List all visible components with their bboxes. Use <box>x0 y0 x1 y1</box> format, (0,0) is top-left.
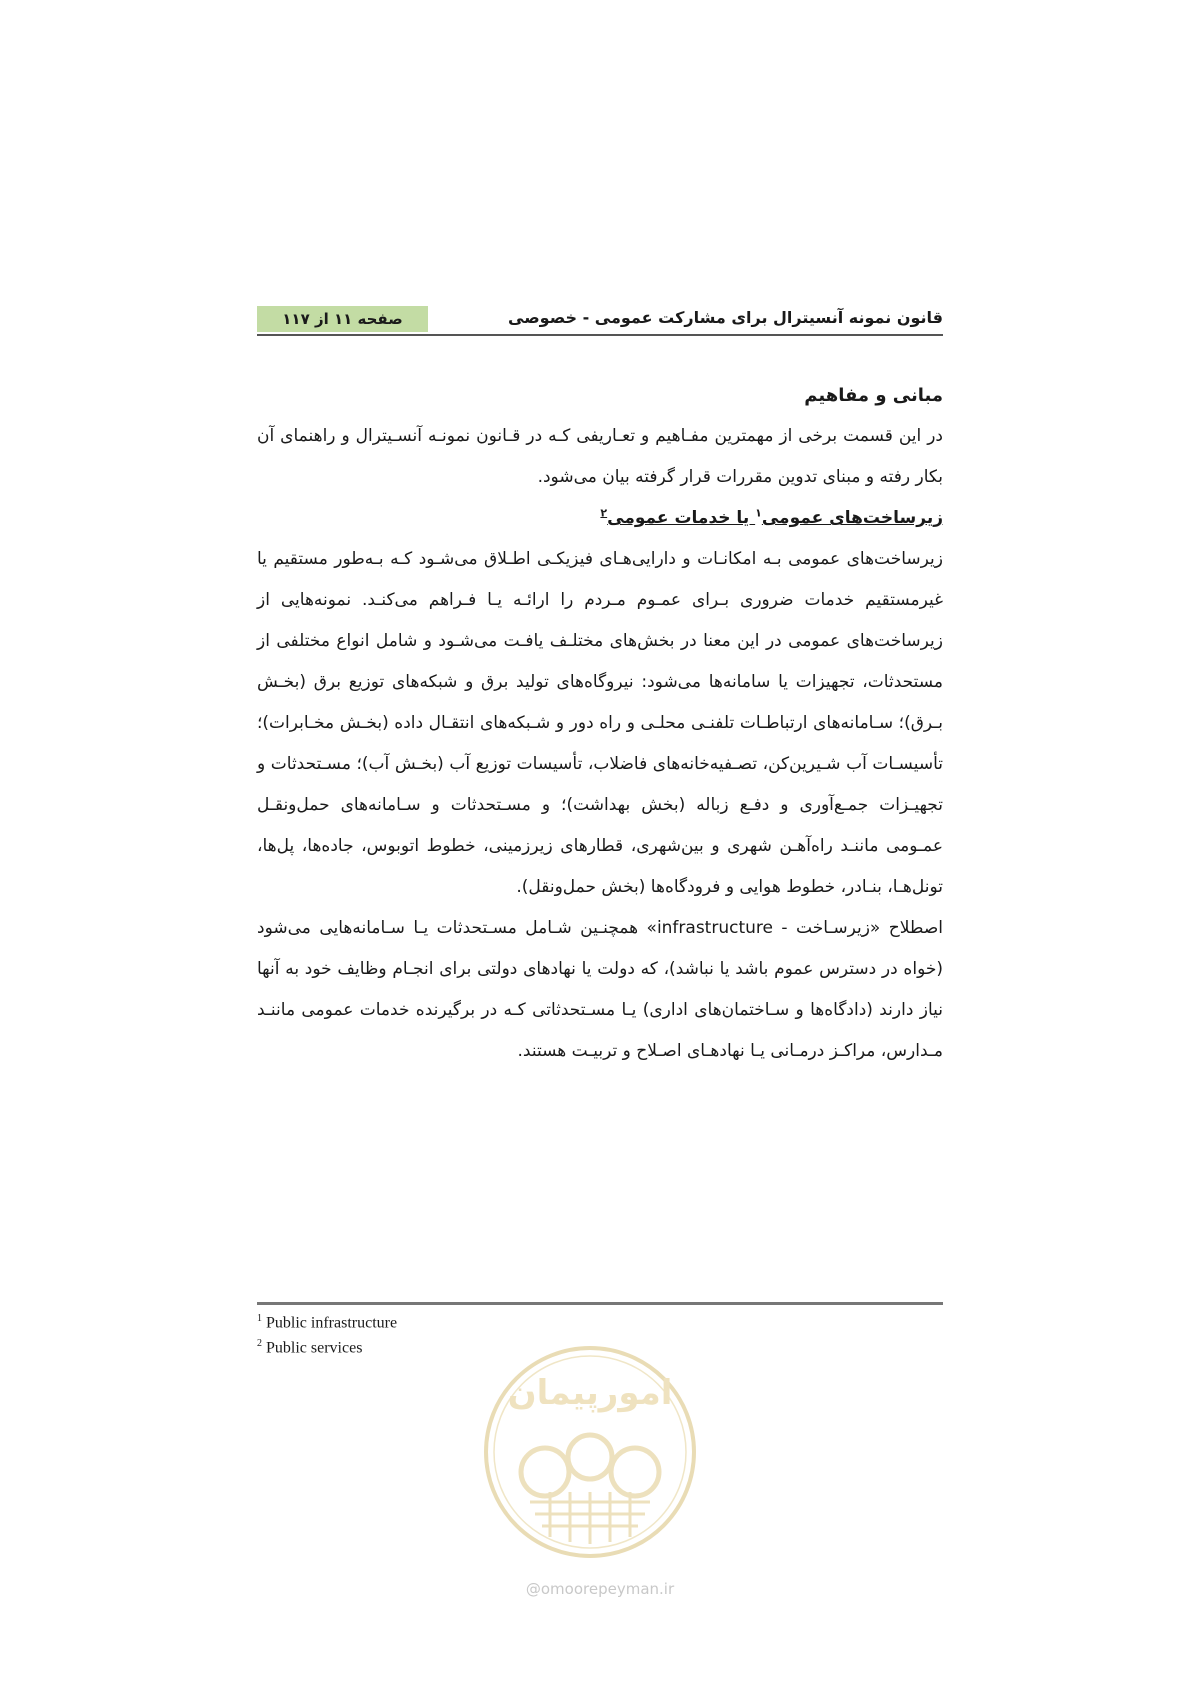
section-title: مبانی و مفاهیم <box>804 385 943 406</box>
intro-paragraph: در این قسمت برخی از مهمترین مفـاهیم و تعـاریفی کـه در قـانون نمونـه آنسـیترال و راهنمای آن بکار رفته و مبنای تدوین مقررات قرار گرفته بیان می‌شود. <box>257 426 943 487</box>
footnote-1: $^1$ Public infrastructure <box>257 1313 398 1332</box>
footnote-ref-1: ۱ <box>755 506 762 520</box>
subsection-title <box>257 498 943 539</box>
page-header <box>257 306 943 336</box>
body-paragraph-2: اصطلاح «زیرسـاخت - infrastructure» همچنـین شـامل مسـتحدثات یـا سـامانه‌هایی می‌شود (خواه در دسترس عموم باشد یا نباشد)، که دولت یا نهادهای دولتی برای انجـام وظایف خود به آنها نیاز دارند (دادگاه‌ها و سـاختمان‌های اداری) یـا مسـتحدثاتی کـه در برگیرنده خدمات عمومی ماننـد مـدارس، مراکـز درمـانی یـا نهادهـای اصـلاح و تربیـت هستند. <box>257 918 943 1061</box>
header-title: قانون نمونه آنسیترال برای مشارکت عمومی - خصوصی <box>508 308 943 327</box>
subsection-title-part2: یا خدمات عمومی <box>607 508 756 528</box>
page-number-badge: صفحه ۱۱ از ۱۱۷ <box>257 306 428 332</box>
footnote-divider <box>257 1302 943 1305</box>
watermark-script: امورپیمان <box>507 1373 673 1413</box>
body-paragraph-1: زیرساخت‌های عمومی بـه امکانـات و دارایی‌هـای فیزیکـی اطـلاق می‌شـود کـه بـه‌طور مستقیم یا غیرمستقیم خدمات ضروری بـرای عمـوم مـردم را ارائـه یـا فـراهم می‌کنـد. نمونه‌هایی از زیرساخت‌های عمومی در این معنا در بخش‌های مختلـف یافـت می‌شـود و شامل انواع مختلفی از مستحدثات، تجهیزات یا سامانه‌ها می‌شود: نیروگاه‌های تولید برق و شبکه‌های توزیع برق (بخـش بـرق)؛ سـامانه‌های ارتباطـات تلفنـی محلـی و راه دور و شـبکه‌های انتقـال داده (بخـش مخـابرات)؛ تأسیسـات آب شـیرین‌کن، تصـفیه‌خانه‌های فاضلاب، تأسیسات توزیع آب (بخـش آب)؛ مسـتحدثات و تجهیـزات جمـع‌آوری و دفـع زباله (بخش بهداشت)؛ و مسـتحدثات و سـامانه‌های حمل‌ونقـل عمـومی ماننـد راه‌آهـن شهری و بین‌شهری، قطارهای زیرزمینی، خطوط اتوبوس، جاده‌ها، پل‌ها، تونل‌هـا، بنـادر، خطوط هوایی و فرودگاه‌ها (بخش حمل‌ونقل). <box>257 549 943 897</box>
footnote-ref-2: ۲ <box>600 506 608 520</box>
watermark-url: @omoorepeyman.ir <box>525 1580 675 1598</box>
subsection-title-part1: زیرساخت‌های عمومی <box>761 508 943 528</box>
main-content <box>257 375 943 1072</box>
watermark-logo-icon <box>480 1342 700 1562</box>
footnote-2: $^2$ Public services <box>257 1338 363 1357</box>
